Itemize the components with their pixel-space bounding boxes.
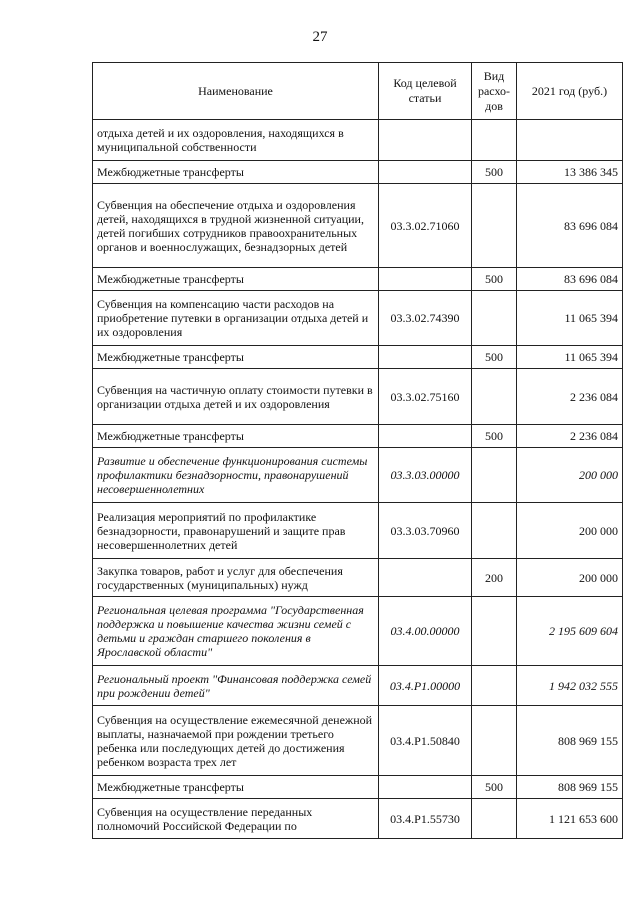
row-code: 03.4.00.00000 <box>379 597 472 666</box>
row-code <box>379 559 472 597</box>
row-amount: 2 236 084 <box>517 369 623 425</box>
row-name: Межбюджетные трансферты <box>93 425 379 448</box>
table-row <box>93 346 623 369</box>
row-amount: 2 236 084 <box>517 425 623 448</box>
table-row <box>93 597 623 666</box>
row-expense-type: 500 <box>472 161 517 184</box>
row-expense-type <box>472 597 517 666</box>
table-row <box>93 706 623 776</box>
row-code: 03.4.P1.50840 <box>379 706 472 776</box>
row-expense-type: 500 <box>472 268 517 291</box>
row-name: Субвенция на осуществление переданных полномочий Российской Федерации по <box>93 799 379 839</box>
row-name: Субвенция на компенсацию части расходов на приобретение путевки в организации отдыха детей и их оздоровления <box>93 291 379 346</box>
row-expense-type <box>472 503 517 559</box>
row-code <box>379 425 472 448</box>
row-expense-type <box>472 184 517 268</box>
row-expense-type <box>472 448 517 503</box>
row-amount: 83 696 084 <box>517 184 623 268</box>
row-code <box>379 346 472 369</box>
row-name: Реализация мероприятий по профилактике безнадзорности, правонарушений и защите прав несовершеннолетних детей <box>93 503 379 559</box>
row-expense-type <box>472 369 517 425</box>
row-amount: 11 065 394 <box>517 346 623 369</box>
row-name: отдыха детей и их оздоровления, находящихся в муниципальной собственности <box>93 120 379 161</box>
row-expense-type: 200 <box>472 559 517 597</box>
table-row <box>93 120 623 161</box>
header-sum: 2021 год (руб.) <box>517 63 623 120</box>
header-code: Код целевой статьи <box>379 63 472 120</box>
row-amount: 13 386 345 <box>517 161 623 184</box>
table-row <box>93 184 623 268</box>
row-code <box>379 161 472 184</box>
row-code <box>379 776 472 799</box>
table-row <box>93 291 623 346</box>
row-amount: 83 696 084 <box>517 268 623 291</box>
row-name: Межбюджетные трансферты <box>93 776 379 799</box>
row-code: 03.3.02.75160 <box>379 369 472 425</box>
row-code: 03.4.P1.00000 <box>379 666 472 706</box>
row-expense-type: 500 <box>472 776 517 799</box>
row-amount: 808 969 155 <box>517 776 623 799</box>
row-code: 03.3.03.70960 <box>379 503 472 559</box>
row-code: 03.3.02.74390 <box>379 291 472 346</box>
row-amount: 2 195 609 604 <box>517 597 623 666</box>
row-amount: 808 969 155 <box>517 706 623 776</box>
row-expense-type: 500 <box>472 346 517 369</box>
row-name: Региональный проект "Финансовая поддержка семей при рождении детей" <box>93 666 379 706</box>
row-code: 03.3.03.00000 <box>379 448 472 503</box>
row-amount: 200 000 <box>517 559 623 597</box>
row-name: Субвенция на частичную оплату стоимости путевки в организации отдыха детей и их оздоровления <box>93 369 379 425</box>
row-name: Субвенция на обеспечение отдыха и оздоровления детей, находящихся в трудной жизненной ситуации, детей погибших сотрудников правоохранительных органов и военнослужащих, безнадзорных детей <box>93 184 379 268</box>
row-code: 03.3.02.71060 <box>379 184 472 268</box>
row-expense-type <box>472 666 517 706</box>
row-expense-type <box>472 291 517 346</box>
row-amount <box>517 120 623 161</box>
row-code <box>379 268 472 291</box>
row-expense-type <box>472 706 517 776</box>
row-name: Региональная целевая программа "Государственная поддержка и повышение качества жизни семей с детьми и граждан старшего поколения в Ярославской области" <box>93 597 379 666</box>
table-row <box>93 161 623 184</box>
row-expense-type: 500 <box>472 425 517 448</box>
row-amount: 11 065 394 <box>517 291 623 346</box>
header-type: Вид расхо-дов <box>472 63 517 120</box>
row-name: Межбюджетные трансферты <box>93 346 379 369</box>
table-row <box>93 559 623 597</box>
table-row <box>93 776 623 799</box>
row-expense-type <box>472 799 517 839</box>
budget-table <box>92 62 623 839</box>
row-name: Развитие и обеспечение функционирования системы профилактики безнадзорности, правонарушений несовершеннолетних <box>93 448 379 503</box>
row-code <box>379 120 472 161</box>
row-amount: 200 000 <box>517 503 623 559</box>
page-number: 27 <box>312 29 328 45</box>
header-name: Наименование <box>93 63 379 120</box>
row-amount: 200 000 <box>517 448 623 503</box>
row-amount: 1 942 032 555 <box>517 666 623 706</box>
table-row <box>93 666 623 706</box>
row-name: Закупка товаров, работ и услуг для обеспечения государственных (муниципальных) нужд <box>93 559 379 597</box>
row-name: Межбюджетные трансферты <box>93 268 379 291</box>
row-name: Субвенция на осуществление ежемесячной денежной выплаты, назначаемой при рождении третьего ребенка или последующих детей до достижения ребенком возраста трех лет <box>93 706 379 776</box>
table-row <box>93 268 623 291</box>
table-row <box>93 448 623 503</box>
row-name: Межбюджетные трансферты <box>93 161 379 184</box>
table-row <box>93 369 623 425</box>
table-row <box>93 799 623 839</box>
row-expense-type <box>472 120 517 161</box>
row-code: 03.4.P1.55730 <box>379 799 472 839</box>
table-row <box>93 425 623 448</box>
table-body <box>93 120 623 839</box>
row-amount: 1 121 653 600 <box>517 799 623 839</box>
table-header <box>93 63 623 120</box>
table-row <box>93 503 623 559</box>
